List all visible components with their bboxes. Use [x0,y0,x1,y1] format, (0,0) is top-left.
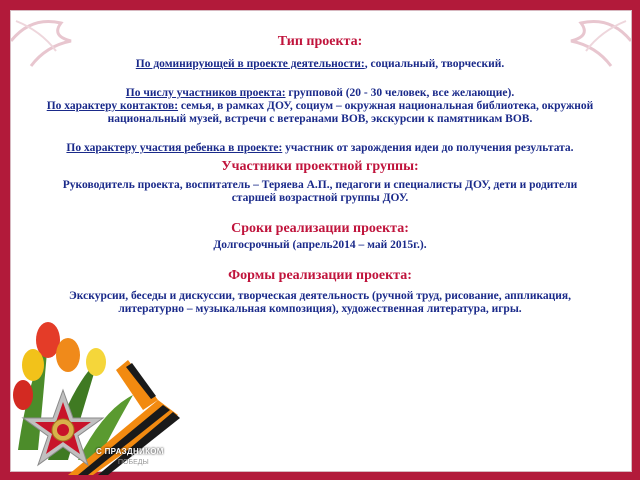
contacts-line [40,100,600,126]
participants-count-label: По числу участников проекта: [125,87,286,99]
watermark-text: ПОБЕДЫ [118,459,149,466]
timeline-text: Долгосрочный (апрель2014 – май 2015г.). [213,239,427,251]
project-group-text: Руководитель проекта, воспитатель – Теряева А.П., педагоги и специалисты ДОУ, дети и родители старшей возрастной группы ДОУ. [62,179,578,204]
dominant-activity-label: По доминирующей в проекте деятельности: [135,58,365,70]
forms-title: Формы реализации проекта: [228,268,412,283]
participants-count-value: групповой (20 - 30 человек, все желающие). [285,87,515,99]
victory-greeting-text: С ПРАЗДНИКОМ [96,447,164,456]
child-participation-line [40,142,600,155]
child-participation-label: По характеру участия ребенка в проекте: [66,142,283,154]
contacts-label: По характеру контактов: [46,100,179,112]
project-type-title: Тип проекта: [277,34,363,49]
slide-content [40,34,600,316]
participants-count-line [40,87,600,100]
child-participation-value: участник от зарождения идеи до получения результата. [282,142,574,154]
dominant-activity-value: , социальный, творческий. [364,58,505,70]
forms-text: Экскурсии, беседы и дискуссии, творческая деятельность (ручной труд, рисование, аппликация, литературно – музыкальная композиция), художественная литература, игры. [68,290,572,315]
project-group-title: Участники проектной группы: [221,159,419,174]
dominant-activity-line [40,58,600,71]
contacts-value: семья, в рамках ДОУ, социум – окружная национальная библиотека, окружной национальный музей, встречи с ветеранами ВОВ, экскурсии к памятникам ВОВ. [107,100,594,125]
timeline-title: Сроки реализации проекта: [231,221,409,236]
